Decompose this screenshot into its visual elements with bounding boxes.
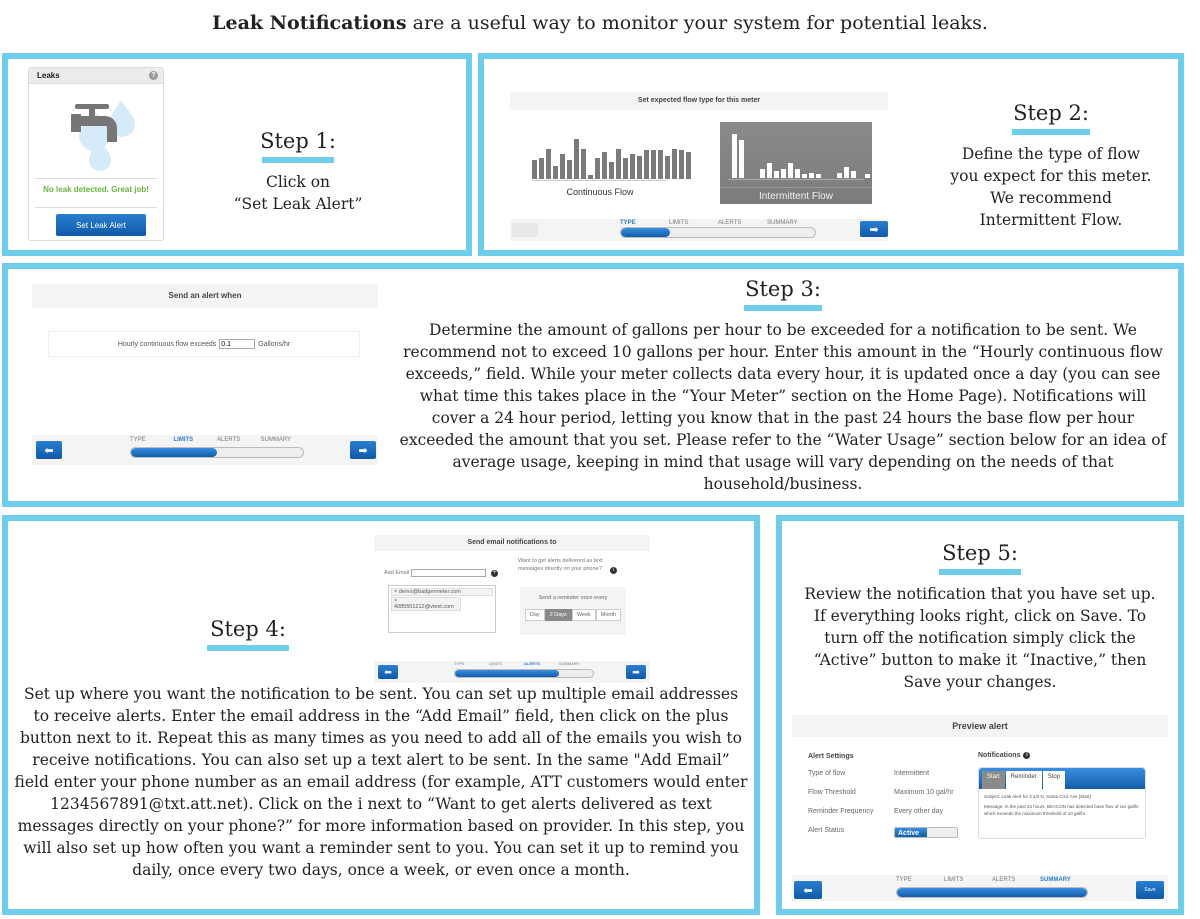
reminder-option-day[interactable]: Day	[525, 609, 545, 621]
flow-bar	[774, 171, 779, 178]
flow-bar	[609, 162, 614, 179]
wizard-step-summary[interactable]: SUMMARY	[767, 220, 798, 226]
leaks-widget-header	[29, 68, 163, 84]
step4-text: Set up where you want the notification to be sent. You can set up multiple email addresses to receive alerts. Enter the email address in the “Add Email” field, then click on the plus button next to it. Repeat this as many times as you need to add all of the emails you wish to receive notifications. You can also set up a text alert to be sent. In the same "Add Email” field enter your phone number as an email address (for example, ATT customers would enter 1234567891@txt.att.net). Click on the i next to “Want to get alerts delivered as text messages directly on your phone?” for more information based on provider. In this step, you will also set up how often you want a reminder sent to you. You can set it up to remind you daily, once every two days, once a week, or even once a month.	[14, 685, 748, 879]
wizard-progress-fill	[455, 670, 559, 677]
step2-text: Define the type of flow you expect for this meter. We recommend Intermittent Flow.	[950, 145, 1152, 229]
flow-threshold-input[interactable]	[219, 339, 255, 349]
setting-label: Type of flow	[808, 770, 846, 777]
wizard-nav	[32, 435, 378, 465]
email-notifications-header: Send email notifications to	[374, 535, 650, 551]
flow-bar	[658, 150, 663, 179]
flow-bar	[679, 150, 684, 179]
leaks-header-label: Leaks	[37, 71, 60, 80]
reminder-option-week[interactable]: Week	[572, 609, 596, 621]
continuous-flow-option[interactable]	[524, 127, 676, 205]
wizard-step-alerts[interactable]: ALERTS	[718, 220, 742, 226]
setting-value: Every other day	[894, 808, 944, 815]
text-question	[518, 557, 614, 573]
wizard-step-type[interactable]: TYPE	[454, 661, 465, 666]
wizard-step-alerts[interactable]: ALERTS	[992, 877, 1016, 883]
toggle-off-side	[927, 828, 957, 837]
step2-panel	[478, 53, 1184, 256]
step3-instructions	[398, 277, 1168, 495]
alert-status-toggle[interactable]	[894, 827, 958, 838]
flow-bar	[767, 163, 772, 178]
wizard-step-labels	[130, 437, 304, 443]
flow-bar	[644, 150, 649, 179]
faucet-icon	[49, 90, 145, 174]
arrow-left-icon: ⬅	[44, 444, 54, 457]
notification-tabs	[979, 768, 1145, 789]
flow-bar	[581, 149, 586, 179]
wizard-step-summary[interactable]: SUMMARY	[559, 661, 580, 666]
setting-row	[808, 789, 968, 808]
flow-bar	[672, 149, 677, 179]
wizard-nav	[792, 875, 1168, 901]
wizard-step-summary[interactable]: SUMMARY	[1040, 877, 1071, 883]
step-underline	[262, 157, 334, 163]
flow-type-header: Set expected flow type for this meter	[510, 92, 888, 110]
flow-bar	[665, 156, 670, 179]
page-headline	[0, 12, 1200, 34]
step1-text-line2: “Set Leak Alert”	[233, 195, 363, 213]
email-item[interactable]: × demo@badgermeter.com	[391, 588, 493, 596]
wizard-step-limits[interactable]: LIMITS	[669, 220, 689, 226]
setting-row	[808, 827, 968, 846]
notifications-title: Notifications	[978, 752, 1021, 759]
setting-value: Intermittent	[894, 770, 930, 777]
tab-reminder[interactable]: Reminder	[1006, 771, 1042, 789]
email-item[interactable]: × 4085551212@vtext.com	[391, 597, 461, 611]
leaks-widget	[28, 67, 164, 241]
step1-title: Step 1:	[260, 129, 336, 153]
email-address: 4085551212@vtext.com	[394, 604, 454, 610]
alert-settings-title: Alert Settings	[808, 753, 854, 760]
setting-label: Reminder Frequency	[808, 808, 874, 815]
intermittent-flow-label: Intermittent Flow	[720, 187, 872, 202]
notifications-box	[978, 767, 1146, 839]
leak-status-text: No leak detected. Great job!	[43, 185, 149, 194]
email-list[interactable]	[388, 585, 496, 633]
wizard-step-alerts[interactable]: ALERTS	[524, 661, 540, 666]
setting-label: Flow Threshold	[808, 789, 856, 796]
step-underline	[1012, 129, 1090, 135]
flow-bar	[686, 152, 691, 179]
setting-row	[808, 770, 968, 789]
back-button[interactable]	[36, 441, 62, 459]
continuous-flow-chart	[532, 139, 691, 179]
flow-bar	[837, 173, 842, 179]
save-button[interactable]: Save	[1136, 881, 1164, 899]
step-underline	[939, 569, 1021, 575]
flow-bar	[802, 174, 807, 178]
reminder-label: Send a reminder once every	[538, 595, 608, 601]
wizard-progress	[454, 669, 594, 678]
active-toggle-label: Active	[895, 828, 927, 837]
flow-bar	[595, 158, 600, 179]
flow-bar	[637, 156, 642, 179]
wizard-progress-fill	[621, 228, 670, 237]
arrow-right-icon: ➡	[869, 223, 879, 236]
chart-axis	[532, 180, 668, 181]
wizard-nav	[374, 661, 650, 683]
arrow-right-icon: ➡	[632, 666, 640, 677]
flow-bar	[623, 158, 628, 179]
next-button[interactable]	[626, 665, 646, 679]
step-underline	[207, 645, 289, 651]
flow-bar	[560, 154, 565, 179]
reminder-option-2days[interactable]: 2 Days	[545, 609, 572, 621]
notification-subject: Subject: Leak Alert for 3 1/2 N. Santa Cruz Ave [Start]	[984, 794, 1091, 799]
setting-value: Maximum 10 gal/hr	[894, 789, 954, 796]
wizard-progress	[620, 227, 816, 238]
wizard-nav	[510, 219, 888, 241]
wizard-step-limits[interactable]: LIMITS	[944, 877, 964, 883]
step2-title: Step 2:	[1013, 101, 1089, 125]
step4-panel	[2, 515, 760, 915]
flow-bar	[574, 139, 579, 179]
back-button[interactable]	[512, 223, 538, 237]
flow-bar	[553, 166, 558, 179]
wizard-step-limits[interactable]: LIMITS	[173, 437, 194, 443]
step1-panel	[2, 53, 472, 256]
intermittent-flow-option[interactable]	[720, 122, 872, 204]
step5-panel	[776, 515, 1184, 915]
next-button[interactable]	[350, 441, 376, 459]
send-alert-header: Send an alert when	[32, 284, 378, 308]
setting-label: Alert Status	[808, 827, 845, 834]
wizard-step-labels	[454, 661, 594, 666]
flow-bar	[865, 174, 870, 178]
wizard-step-alerts[interactable]: ALERTS	[217, 437, 241, 443]
wizard-progress	[130, 447, 304, 458]
wizard-step-labels	[896, 877, 1088, 883]
wizard-step-summary[interactable]: SUMMARY	[260, 437, 292, 443]
step2-instructions	[936, 101, 1166, 231]
flow-bar	[851, 171, 856, 178]
flow-bar	[546, 149, 551, 179]
notifications-title-row	[978, 752, 1030, 759]
flow-bar	[816, 174, 821, 178]
tab-stop[interactable]: Stop	[1043, 771, 1065, 789]
step1-text-line1: Click on	[265, 173, 331, 191]
question-icon[interactable]: ?	[149, 71, 158, 80]
step3-panel	[2, 263, 1184, 507]
continuous-flow-label: Continuous Flow	[566, 187, 634, 197]
flow-bar	[739, 140, 744, 179]
next-button[interactable]	[860, 221, 888, 237]
flow-threshold-unit: Gallons/hr	[258, 340, 291, 348]
plus-icon[interactable]: +	[492, 569, 497, 576]
flow-bar	[532, 160, 537, 179]
reminder-option-month[interactable]: Month	[596, 609, 621, 621]
widget-divider	[35, 178, 157, 179]
flow-bar	[809, 173, 814, 179]
setting-row	[808, 808, 968, 827]
flow-bar	[588, 175, 593, 179]
add-email-row	[384, 569, 498, 577]
flow-bar	[795, 169, 800, 178]
flow-bar	[760, 169, 765, 178]
flow-bar	[602, 152, 607, 179]
arrow-left-icon: ⬅	[803, 884, 813, 897]
tab-start[interactable]: Start	[982, 771, 1005, 789]
wizard-step-type[interactable]: TYPE	[620, 220, 636, 226]
intermittent-flow-chart	[732, 126, 870, 178]
flow-threshold-label: Hourly continuous flow exceeds	[117, 340, 217, 348]
reminder-box	[520, 587, 626, 635]
text-question-label: Want to get alerts delivered as text messages directly on your phone?	[518, 558, 603, 572]
add-email-label: Add Email	[384, 570, 410, 576]
step5-text: Review the notification that you have set up. If everything looks right, click on Save. To turn off the notification simply click the “Active” button to make it “Inactive,” then Save your changes.	[804, 585, 1156, 691]
wizard-progress-fill	[897, 888, 1087, 897]
wizard-progress-fill	[131, 448, 217, 457]
add-email-input[interactable]	[411, 569, 486, 577]
wizard-progress	[896, 887, 1088, 898]
wizard-step-labels	[620, 220, 816, 226]
reminder-options	[520, 609, 626, 621]
step3-text: Determine the amount of gallons per hour to be exceeded for a notification to be sent. We recommend not to exceed 10 gallons per hour. Enter this amount in the “Hourly continuous flow exceeds,” field. While your meter collects data every hour, it is updated once a day (you can see what time this takes place in the “Your Meter” section on the Home Page). Notifications will cover a 24 hour period, letting you know that in the past 24 hours the base flow per hour exceeded the amount that you set. Please refer to the “Water Usage” section below for an idea of average usage, keeping in mind that usage will vary depending on the needs of that household/business.	[399, 321, 1167, 493]
alert-settings-list	[808, 770, 968, 846]
step4-title: Step 4:	[210, 617, 286, 641]
notification-message: Message: In the past 24 hours, BEACON has detected base flow of xxx gal/hr which exceeds the maximum threshold of 10 gal/hr.	[984, 804, 1139, 816]
step5-title: Step 5:	[942, 541, 1018, 565]
wizard-step-type[interactable]: TYPE	[896, 877, 912, 883]
headline-rest: are a useful way to monitor your system for potential leaks.	[406, 12, 988, 34]
flow-bar	[788, 163, 793, 178]
flow-bar	[630, 154, 635, 179]
flow-bar	[616, 149, 621, 179]
step1-instructions	[223, 129, 373, 215]
wizard-step-type[interactable]: TYPE	[130, 437, 146, 443]
preview-alert-header: Preview alert	[792, 715, 1168, 737]
flow-bar	[732, 134, 737, 178]
step3-title: Step 3:	[745, 277, 821, 301]
flow-bar	[844, 167, 849, 178]
set-leak-alert-button[interactable]: Set Leak Alert	[56, 214, 146, 236]
wizard-step-limits[interactable]: LIMITS	[489, 661, 502, 666]
step5-instructions	[782, 541, 1178, 693]
flow-threshold-row	[48, 331, 360, 357]
arrow-left-icon: ⬅	[384, 666, 392, 677]
flow-bar	[567, 160, 572, 179]
back-button[interactable]	[794, 881, 822, 899]
flow-bar	[651, 150, 656, 179]
arrow-right-icon: ➡	[358, 444, 368, 457]
preview-alert-widget	[792, 715, 1168, 905]
flow-bar	[781, 169, 786, 178]
step4-heading	[148, 617, 348, 659]
widget-divider	[35, 207, 157, 208]
step-underline	[744, 305, 822, 311]
info-icon[interactable]: i	[610, 567, 617, 574]
email-address: demo@badgermeter.com	[398, 589, 461, 595]
chart-axis	[728, 179, 864, 180]
flow-bar	[539, 158, 544, 179]
back-button[interactable]	[378, 665, 398, 679]
headline-bold: Leak Notifications	[212, 12, 407, 34]
info-icon[interactable]: i	[1023, 752, 1030, 759]
email-notifications-widget	[374, 535, 650, 681]
